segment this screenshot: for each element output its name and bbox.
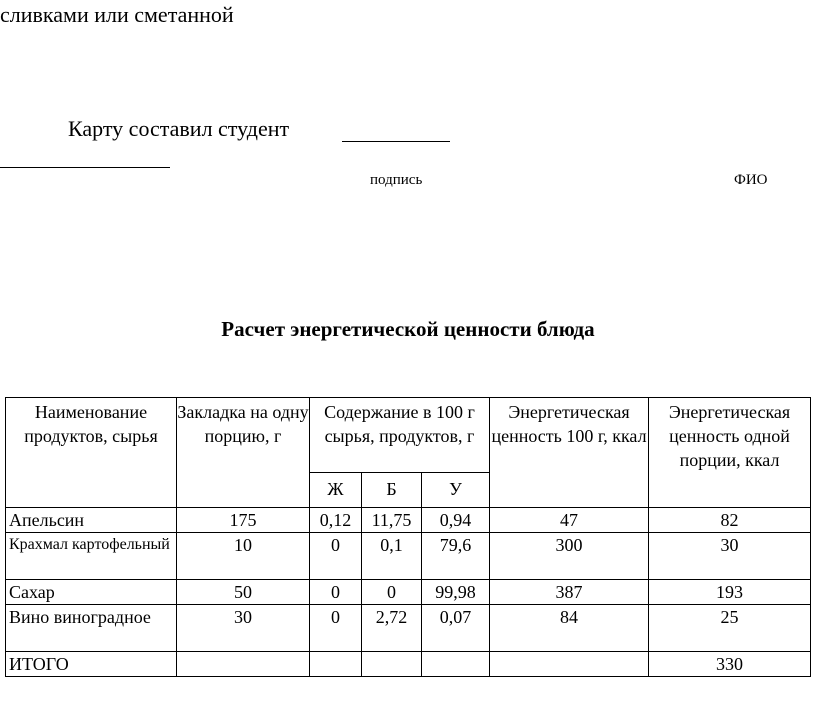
top-text: сливками или сметанной [0,2,234,27]
cell-energy-portion: 193 [649,580,811,605]
fio-label: ФИО [734,172,768,188]
header-fat: Ж [310,473,362,508]
header-energy-portion: Энергетическая ценность одной порции, ккал [649,398,811,508]
cell-energy-100: 387 [490,580,649,605]
cell-carbs: 0,94 [422,508,490,533]
table-row [6,533,811,580]
empty-cell [490,652,649,677]
cell-protein: 0 [362,580,422,605]
cell-portion: 10 [177,533,310,580]
cell-energy-100: 84 [490,605,649,652]
table-row [6,605,811,652]
cell-protein: 11,75 [362,508,422,533]
cell-protein: 2,72 [362,605,422,652]
author-line: Карту составил студент [68,116,290,141]
signature-blank-line[interactable] [342,120,450,142]
signature-label: подпись [370,172,423,188]
cell-portion: 30 [177,605,310,652]
cell-carbs: 99,98 [422,580,490,605]
table-header [6,398,811,508]
page-title: Расчет энергетической ценности блюда [221,317,595,341]
energy-value-table [5,397,811,677]
cell-energy-100: 47 [490,508,649,533]
total-label: ИТОГО [6,652,177,677]
cell-fat: 0 [310,533,362,580]
header-content: Содержание в 100 г сырья, продуктов, г [310,398,490,473]
cell-product: Сахар [6,580,177,605]
table-total-row [6,652,811,677]
name-blank-line[interactable] [0,146,170,168]
cell-energy-100: 300 [490,533,649,580]
table-row [6,580,811,605]
cell-protein: 0,1 [362,533,422,580]
total-value: 330 [649,652,811,677]
header-protein: Б [362,473,422,508]
cell-carbs: 79,6 [422,533,490,580]
cell-product: Крахмал картофельный [6,533,177,580]
cell-fat: 0,12 [310,508,362,533]
cell-energy-portion: 30 [649,533,811,580]
cell-energy-portion: 82 [649,508,811,533]
cell-fat: 0 [310,580,362,605]
cell-fat: 0 [310,605,362,652]
empty-cell [310,652,362,677]
header-carbs: У [422,473,490,508]
empty-cell [422,652,490,677]
cell-product: Вино виноградное [6,605,177,652]
cell-product: Апельсин [6,508,177,533]
empty-cell [362,652,422,677]
cell-portion: 175 [177,508,310,533]
cell-energy-portion: 25 [649,605,811,652]
cell-portion: 50 [177,580,310,605]
table-row [6,508,811,533]
header-portion: Закладка на одну порцию, г [177,398,310,508]
empty-cell [177,652,310,677]
cell-carbs: 0,07 [422,605,490,652]
header-product: Наименование продуктов, сырья [6,398,177,508]
header-energy-100: Энергетическая ценность 100 г, ккал [490,398,649,508]
